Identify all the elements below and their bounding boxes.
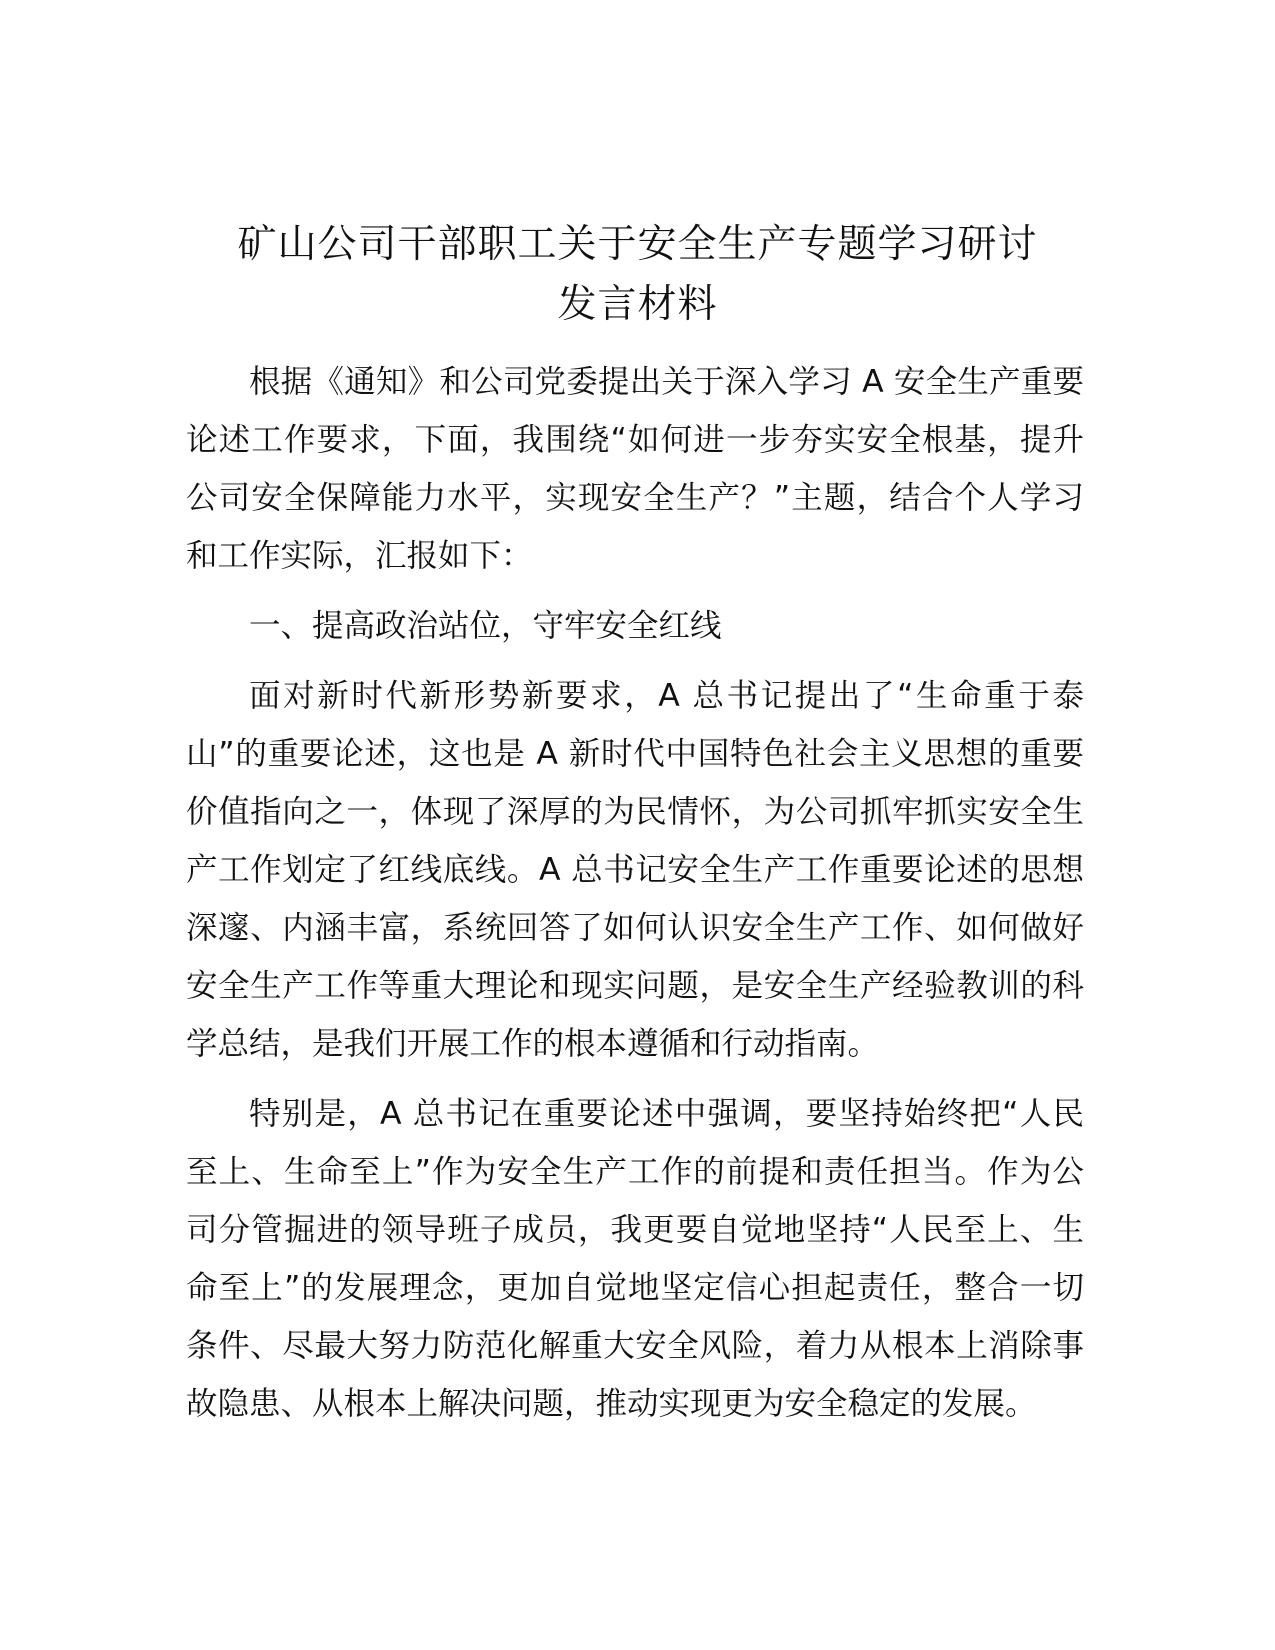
document-body [186,353,1084,1445]
document-title [150,215,1125,335]
body-paragraph-1: 面对新时代新形势新要求，A 总书记提出了“生命重于泰山”的重要论述，这也是 A 新时代中国特色社会主义思想的重要价值指向之一，体现了深厚的为民情怀，为公司抓牢抓实安全生产工作划定了红线底线。A 总书记安全生产工作重要论述的思想深邃、内涵丰富，系统回答了如何认识安全生产工作、如何做好安全生产工作等重大理论和现实问题，是安全生产经验教训的科学总结，是我们开展工作的根本遵循和行动指南。 [186,678,1084,1062]
body-paragraph-2: 特别是，A 总书记在重要论述中强调，要坚持始终把“人民至上、生命至上”作为安全生产工作的前提和责任担当。作为公司分管掘进的领导班子成员，我更要自觉地坚持“人民至上、生命至上”的发展理念，更加自觉地坚定信心担起责任，整合一切条件、尽最大努力防范化解重大安全风险，着力从根本上消除事故隐患、从根本上解决问题，推动实现更为安全稳定的发展。 [186,1096,1084,1422]
intro-paragraph: 根据《通知》和公司党委提出关于深入学习 A 安全生产重要论述工作要求，下面，我围绕“如何进一步夯实安全根基，提升公司安全保障能力水平，实现安全生产？”主题，结合个人学习和工作实际，汇报如下： [186,364,1084,574]
title-line-1: 矿山公司干部职工关于安全生产专题学习研讨 [237,222,1038,267]
title-line-2: 发言材料 [557,282,718,327]
section-heading-1: 一、提高政治站位，守牢安全红线 [249,608,722,644]
